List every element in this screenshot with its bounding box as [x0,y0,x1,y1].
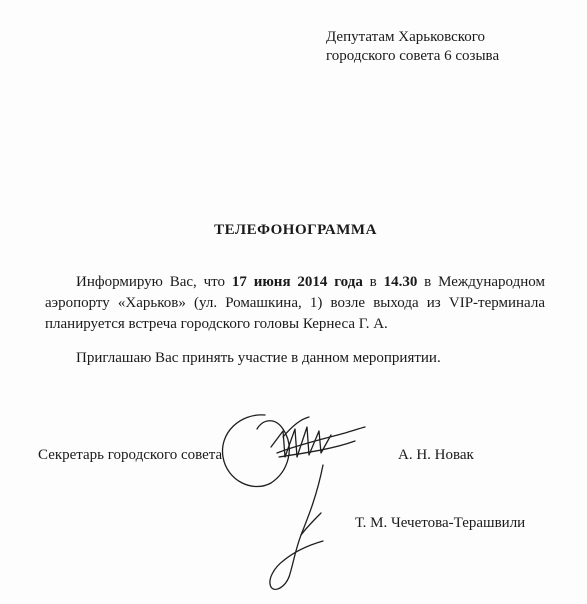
addressee-line-1: Депутатам Харьковского [326,29,486,45]
signatory-name-2: Т. М. Чечетова-Терашвили [355,515,526,531]
body-paragraph-1 [45,272,545,335]
addressee-block [326,28,499,66]
document-body [45,272,545,369]
event-date: 17 июня 2014 года [231,274,363,290]
paragraph-1-intro: Информирую Вас, что [76,274,232,290]
handwritten-signature [205,395,380,600]
paragraph-1-details: в Международном аэропорту «Харьков» (ул. Ромашкина, 1) возле выхода из VIP-терминала планируется встреча городского головы Кернеса Г. А. [45,274,545,332]
body-paragraph-2: Приглашаю Вас принять участие в данном мероприятии. [76,350,441,366]
event-time: 14.30 [383,274,418,290]
signatory-name-1: А. Н. Новак [398,447,474,463]
signatory-position: Секретарь городского совета [38,447,223,463]
document-title: ТЕЛЕФОНОГРАММА [214,222,377,238]
addressee-line-2: городского совета 6 созыва [326,48,500,64]
paragraph-1-connector: в [362,274,384,290]
